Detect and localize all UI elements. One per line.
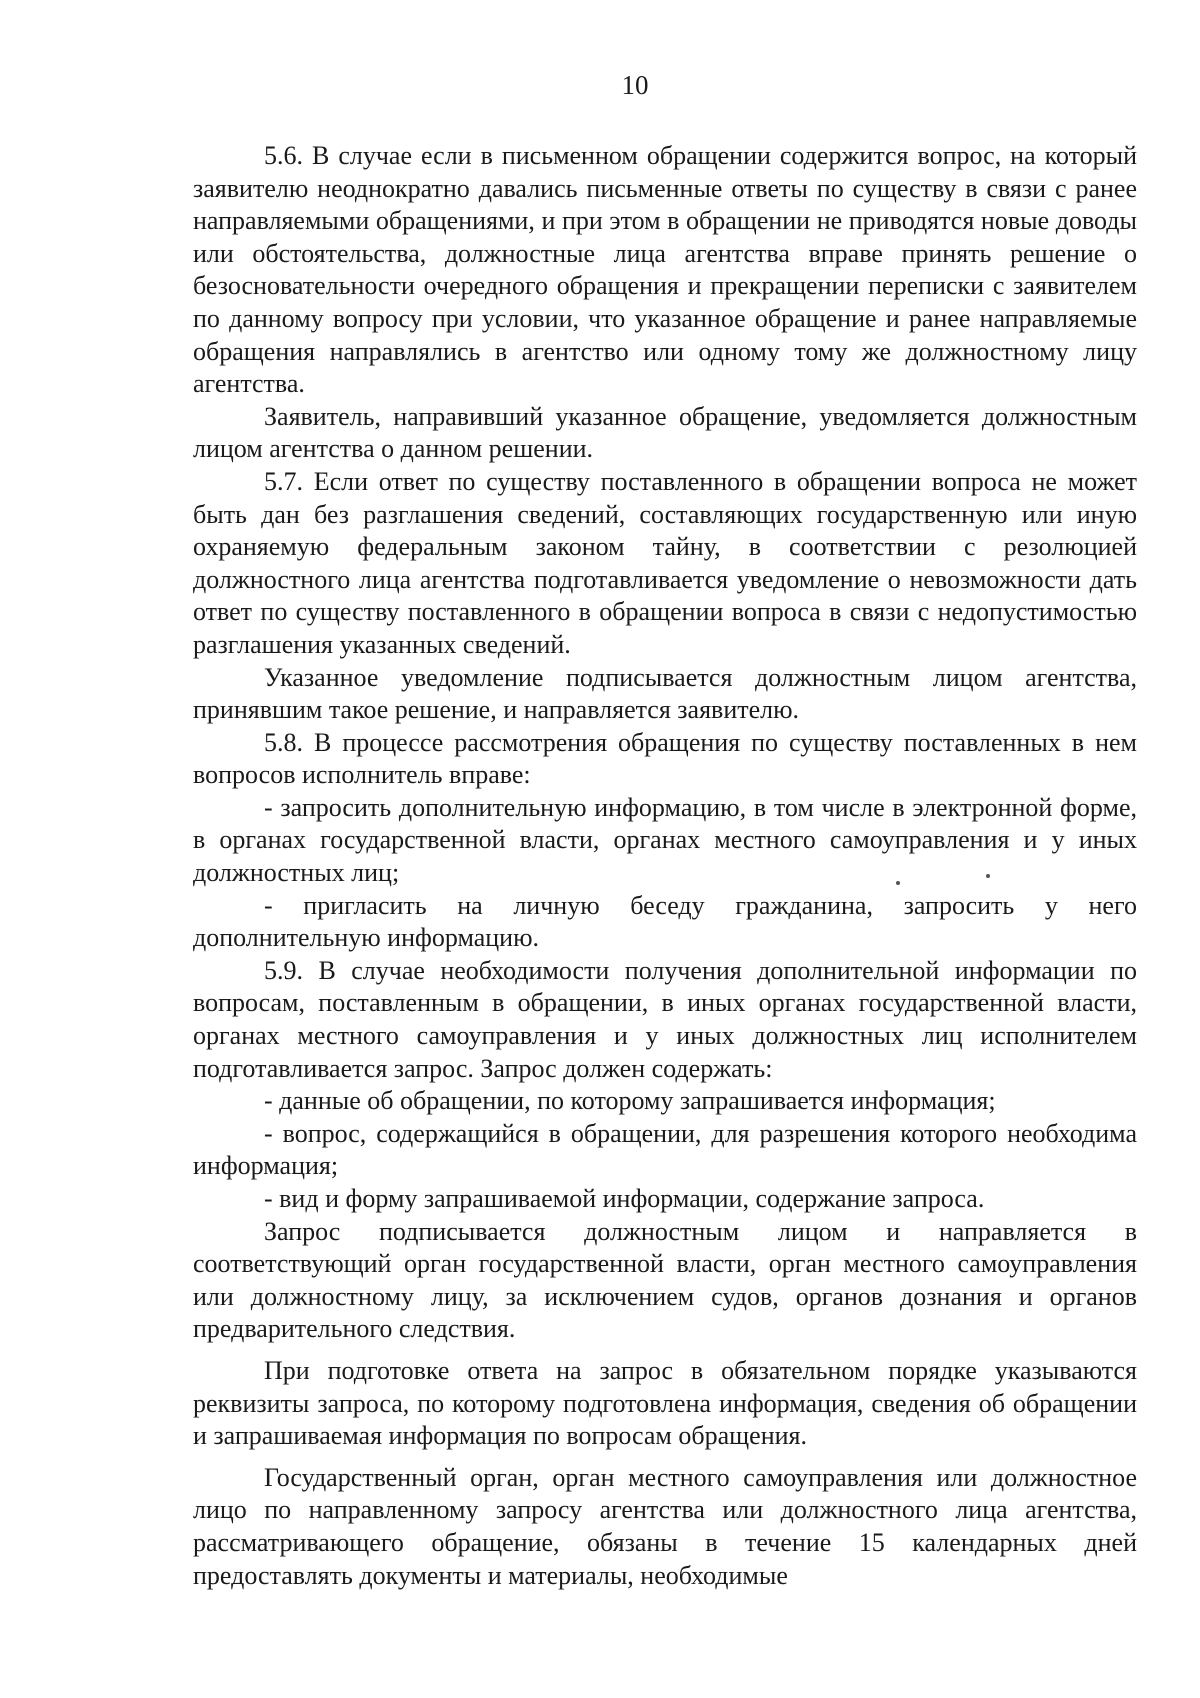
paragraph-notice-signed: Указанное уведомление подписывается должностным лицом агентства, принявшим такое решение, и направляется заявителю. [193, 662, 1137, 725]
paragraph-5-9: 5.9. В случае необходимости получения дополнительной информации по вопросам, поставленным в обращении, в иных органах государственной власти, органах местного самоуправления и у иных должностных лиц исполнителем подготавливается запрос. Запрос должен содержать: [193, 955, 1137, 1083]
list-item-question: - вопрос, содержащийся в обращении, для разрешения которого необходима информация; [193, 1118, 1137, 1181]
paragraph-request-signed: Запрос подписывается должностным лицом и направляется в соответствующий орган государственной власти, орган местного самоуправления или должностному лицу, за исключением судов, органов дознания и органов предварительного следствия. [193, 1216, 1137, 1344]
paragraph-5-7: 5.7. Если ответ по существу поставленного в обращении вопроса не может быть дан без разглашения сведений, составляющих государственную или иную охраняемую федеральным законом тайну, в соответствии с резолюцией должностного лица агентства подготавливается уведомление о невозможности дать ответ по существу поставленного в обращении вопроса в связи с недопустимостью разглашения указанных сведений. [193, 466, 1137, 659]
list-item-request-info: - запросить дополнительную информацию, в том числе в электронной форме, в органах государственной власти, органах местного самоуправления и у иных должностных лиц; [193, 792, 1137, 888]
list-item-appeal-data: - данные об обращении, по которому запрашивается информация; [264, 1086, 996, 1116]
paragraph-5-6: 5.6. В случае если в письменном обращении содержится вопрос, на который заявителю неоднократно давались письменные ответы по существу в связи с ранее направляемыми обращениями, и при этом в обращении не приводятся новые доводы или обстоятельства, должностные лица агентства вправе принять решение о безосновательности очередного обращения и прекращении переписки с заявителем по данному вопросу при условии, что указанное обращение и ранее направляемые обращения направлялись в агентство или одному тому же должностному лицу агентства. [193, 141, 1137, 399]
document-body [193, 140, 1137, 1592]
paragraph-5-8: 5.8. В процессе рассмотрения обращения по существу поставленных в нем вопросов исполнитель вправе: [193, 727, 1137, 790]
scan-speck [896, 881, 900, 885]
paragraph-response-details: При подготовке ответа на запрос в обязательном порядке указываются реквизиты запроса, по которому подготовлена информация, сведения об обращении и запрашиваемая информация по вопросам обращения. [193, 1355, 1137, 1451]
scan-speck [986, 874, 990, 878]
paragraph-applicant-notice: Заявитель, направивший указанное обращение, уведомляется должностным лицом агентства о данном решении. [193, 401, 1137, 464]
paragraph-state-body-obligation: Государственный орган, орган местного самоуправления или должностное лицо по направленному запросу агентства или должностного лица агентства, рассматривающего обращение, обязаны в течение 15 календарных дней предоставлять документы и материалы, необходимые [193, 1462, 1137, 1590]
list-item-invite-citizen: - пригласить на личную беседу гражданина, запросить у него дополнительную информацию. [193, 890, 1137, 953]
page-number: 10 [621, 70, 649, 100]
list-item-form-of-info: - вид и форму запрашиваемой информации, содержание запроса. [264, 1184, 985, 1213]
